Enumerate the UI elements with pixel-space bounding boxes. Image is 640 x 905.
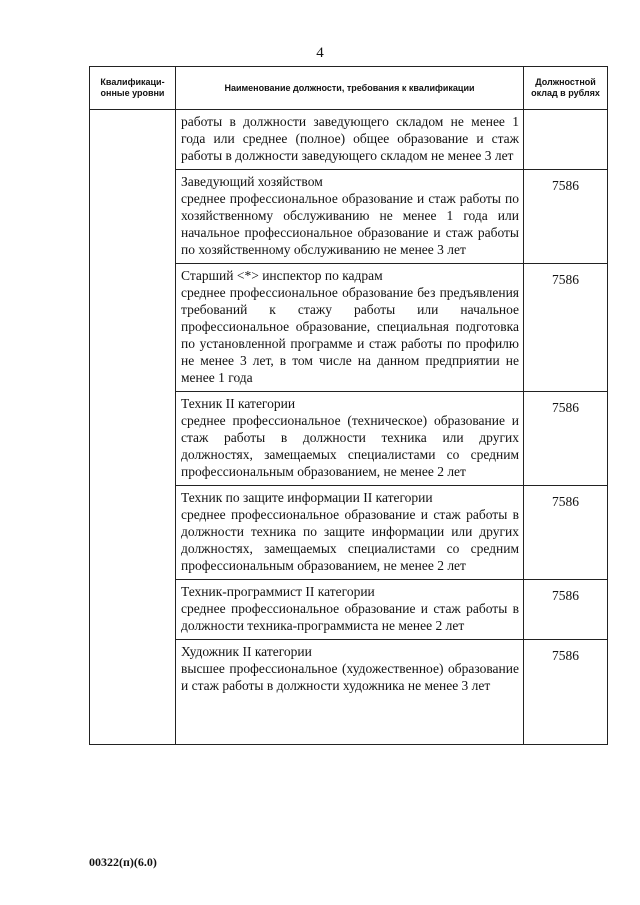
salary-cell-empty	[524, 110, 608, 170]
position-cell	[176, 486, 524, 580]
position-cell	[176, 640, 524, 745]
position-cell	[176, 170, 524, 264]
position-title: Старший <*> инспектор по кадрам	[181, 268, 383, 283]
header-salary: Должностной оклад в рублях	[524, 67, 608, 110]
salary-cell: 7586	[524, 640, 608, 745]
salary-cell: 7586	[524, 486, 608, 580]
salary-cell: 7586	[524, 580, 608, 640]
position-cell	[176, 580, 524, 640]
position-title: Техник-программист II категории	[181, 584, 375, 599]
salary-cell: 7586	[524, 392, 608, 486]
table-header-row	[90, 67, 608, 110]
position-cell	[176, 264, 524, 392]
position-requirements: среднее профессиональное (техническое) образование и стаж работы в должности техника или других должностях, замещаемых специалистами со средним профессиональным образованием, не менее 2 лет	[181, 413, 519, 479]
continuation-text: работы в должности заведующего складом не менее 1 года или среднее (полное) общее образование и стаж работы в должности заведующего складом не менее 3 лет	[176, 110, 524, 170]
position-title: Заведующий хозяйством	[181, 174, 323, 189]
salary-cell: 7586	[524, 264, 608, 392]
position-cell	[176, 392, 524, 486]
position-title: Техник II категории	[181, 396, 296, 411]
header-qualification-levels: Квалификаци- онные уровни	[90, 67, 176, 110]
position-requirements: среднее профессиональное образование и стаж работы в должности техника по защите информации или других должностях, замещаемых специалистами со средним профессиональным образованием, не менее 2 лет	[181, 507, 519, 573]
qualification-table	[89, 66, 608, 745]
document-code: 00322(п)(6.0)	[89, 855, 157, 869]
salary-cell: 7586	[524, 170, 608, 264]
position-requirements: среднее профессиональное образование без предъявления требований к стажу работы или начальное профессиональное образование, специальная подготовка по установленной программе и стаж работы по профилю не менее 3 лет, в том числе на данном предприятии не менее 1 года	[181, 285, 519, 385]
position-title: Техник по защите информации II категории	[181, 490, 433, 505]
page-number: 4	[316, 45, 324, 61]
position-requirements: среднее профессиональное образование и стаж работы по хозяйственному обслуживанию не менее 1 года или начальное профессиональное образование и стаж работы по хозяйственному обслуживанию не менее 3 лет	[181, 191, 519, 257]
header-position-requirements: Наименование должности, требования к квалификации	[176, 67, 524, 110]
position-title: Художник II категории	[181, 644, 312, 659]
position-requirements: высшее профессиональное (художественное) образование и стаж работы в должности художника не менее 3 лет	[181, 661, 519, 693]
qualification-level-cell	[90, 110, 176, 745]
table-row-continuation	[90, 110, 608, 170]
position-requirements: среднее профессиональное образование и стаж работы в должности техника-программиста не менее 2 лет	[181, 601, 519, 633]
